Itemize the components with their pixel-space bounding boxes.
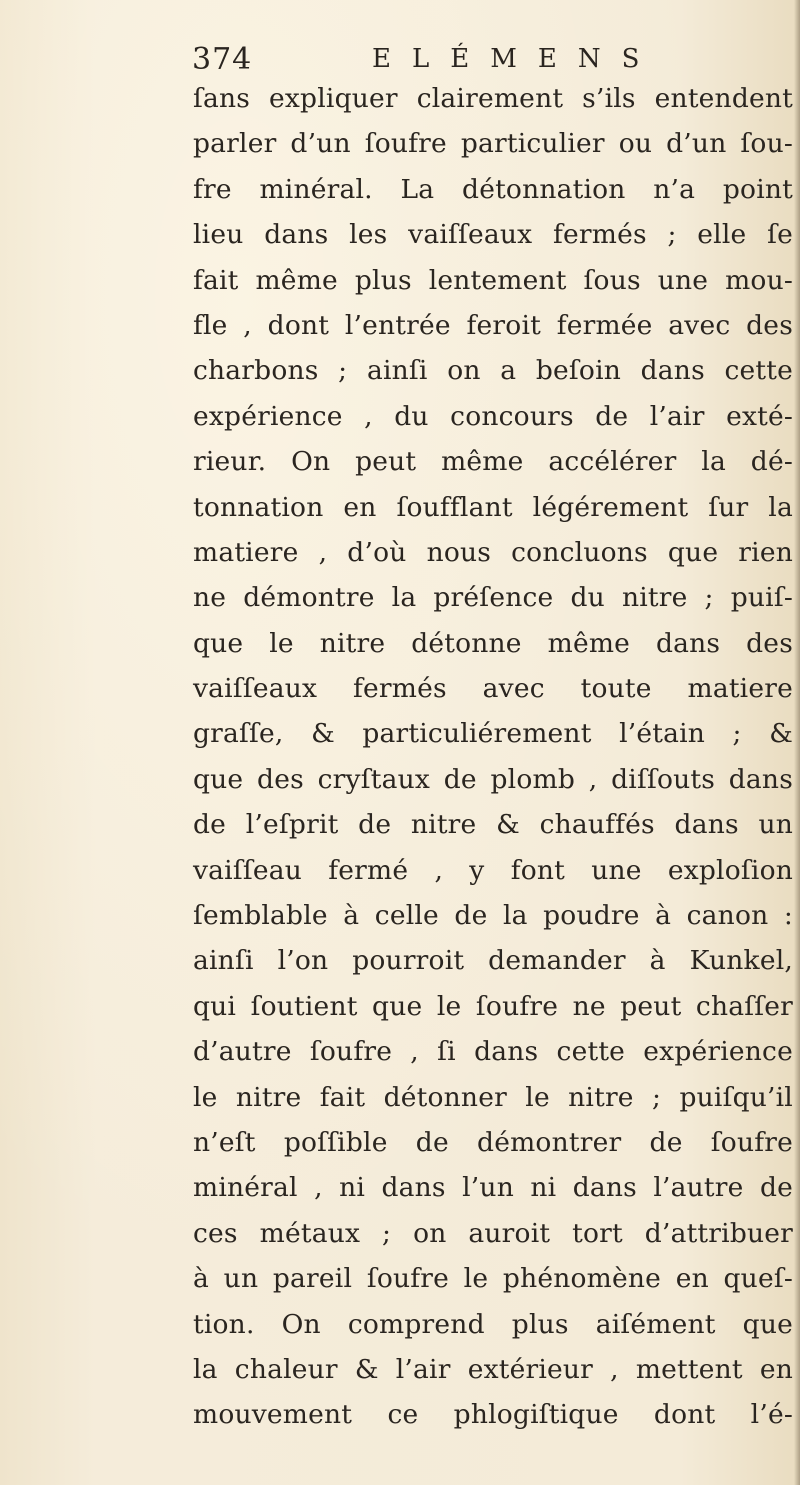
text-line: vaiſſeau fermé , y font une exploſion <box>193 854 793 886</box>
text-line: charbons ; ainſi on a beſoin dans cette <box>193 355 793 387</box>
text-line: ſemblable à celle de la poudre à canon : <box>193 900 793 932</box>
text-line: minéral , ni dans l’un ni dans l’autre de <box>193 1172 793 1204</box>
text-line: que le nitre détonne même dans des <box>193 627 793 659</box>
text-line: matiere , d’où nous concluons que rien <box>193 536 793 568</box>
text-line: qui ſoutient que le ſoufre ne peut chaſſer <box>193 990 793 1022</box>
text-line: que des cryſtaux de plomb , diſſouts dans <box>193 763 793 795</box>
text-line: vaiſſeaux fermés avec toute matiere <box>193 673 793 705</box>
text-line: parler d’un ſoufre particulier ou d’un ſou- <box>193 128 793 160</box>
text-line: tonnation en ſoufflant légérement ſur la <box>193 491 793 523</box>
text-line: ſans expliquer clairement s’ils entendent <box>193 83 793 114</box>
text-line: de l’eſprit de nitre & chauffés dans un <box>193 809 793 841</box>
text-line: expérience , du concours de l’air exté- <box>193 400 793 432</box>
text-line: lieu dans les vaiſſeaux fermés ; elle ſe <box>193 219 793 251</box>
text-line: n’eſt poſſible de démontrer de ſoufre <box>193 1126 793 1158</box>
body-text <box>193 76 793 1438</box>
text-line: d’autre ſoufre , ſi dans cette expérience <box>193 1036 793 1068</box>
text-line: ces métaux ; on auroit tort d’attribuer <box>193 1217 793 1249</box>
page-edge-shadow <box>794 0 800 1485</box>
text-line: fre minéral. La détonnation n’a point <box>193 173 793 205</box>
text-line: rieur. On peut même accélérer la dé- <box>193 446 793 478</box>
text-line: à un pareil ſoufre le phénomène en queſ- <box>193 1263 793 1295</box>
text-line: le nitre fait détonner le nitre ; puiſqu’il <box>193 1081 793 1113</box>
text-line: ne démontre la préſence du nitre ; puiſ- <box>193 582 793 614</box>
text-line: mouvement ce phlogiſtique dont l’é- <box>193 1399 793 1431</box>
text-line: la chaleur & l’air extérieur , mettent en <box>193 1353 793 1385</box>
text-line: fle , dont l’entrée feroit fermée avec des <box>193 309 793 341</box>
text-line: fait même plus lentement ſous une mou- <box>193 264 793 296</box>
text-line: ainſi l’on pourroit demander à Kunkel, <box>193 945 793 977</box>
page-number: 374 <box>192 42 253 77</box>
text-line: tion. On comprend plus aiſément que <box>193 1308 793 1340</box>
running-title: ELÉMENS <box>372 44 661 74</box>
text-line: graſſe, & particuliérement l’étain ; & <box>193 718 793 750</box>
